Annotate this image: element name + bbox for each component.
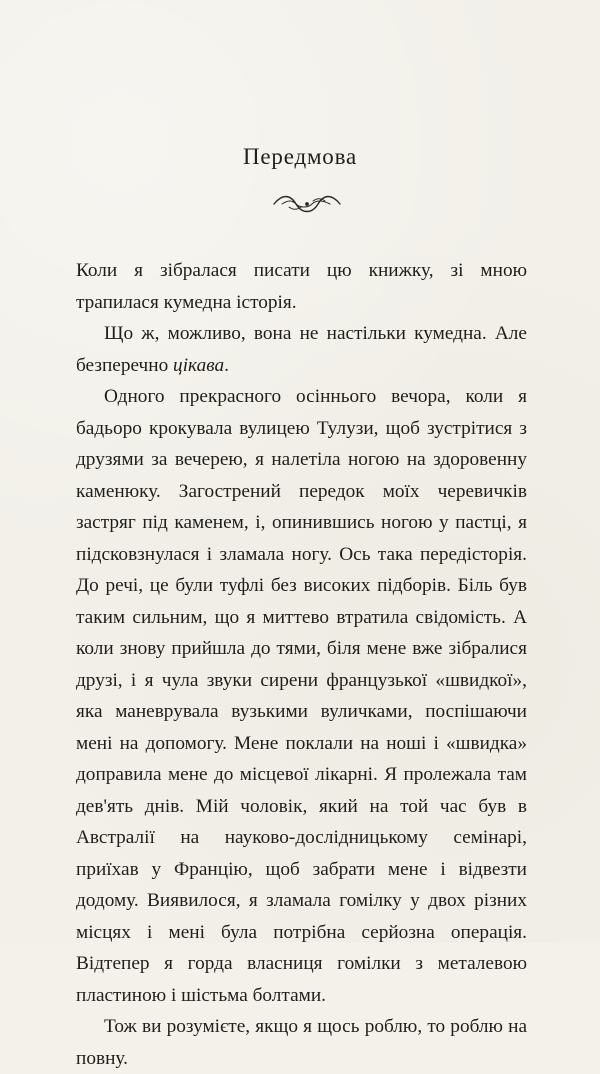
paragraph-2-end: . <box>224 354 229 376</box>
paragraph-2-text: Що ж, можливо, вона не настільки кумедна. Але безперечно <box>76 323 527 376</box>
paragraph-1: Коли я зібралася писати цю книжку, зі мною трапилася кумедна історія. <box>76 260 527 313</box>
paragraph-2 <box>76 318 527 381</box>
body-text <box>76 255 527 1074</box>
chapter-title: Передмова <box>243 144 357 169</box>
paragraph-4: Тож ви розумієте, якщо я щось роблю, то роблю на повну. <box>76 1016 527 1069</box>
flourish-ornament-icon <box>272 192 342 216</box>
paragraph-2-emphasis: цікава <box>173 354 225 376</box>
paragraph-3: Одного прекрасного осіннього вечора, коли я бадьоро крокувала вулицею Тулузи, щоб зустрітися з друзями за вечерею, я налетіла ногою на здоровенну каменюку. Загострений передок моїх черевичків застряг під каменем, і, опинившись ногою у пастці, я підсковзнулася і зламала ногу. Ось така передісторія. До речі, це були туфлі без високих підборів. Біль був таким сильним, що я миттево втратила свідомість. А коли знову прийшла до тями, біля мене вже зібралися друзі, і я чула звуки сирени французької «швидкої», яка маневрувала вузькими вуличками, поспішаючи мені на допомогу. Мене поклали на ноші і «швидка» доправила мене до місцевої лікарні. Я пролежала там дев'ять днів. Мій чоловік, який на той час був в Австралії на науково-дослідницькому семінарі, приїхав у Францію, щоб забрати мене і відвезти додому. Виявилося, я зламала гомілку у двох різних місцях і мені була потрібна серйозна операція. Відтепер я горда власниця гомілки з металевою пластиною і шістьма болтами. <box>76 386 527 1006</box>
